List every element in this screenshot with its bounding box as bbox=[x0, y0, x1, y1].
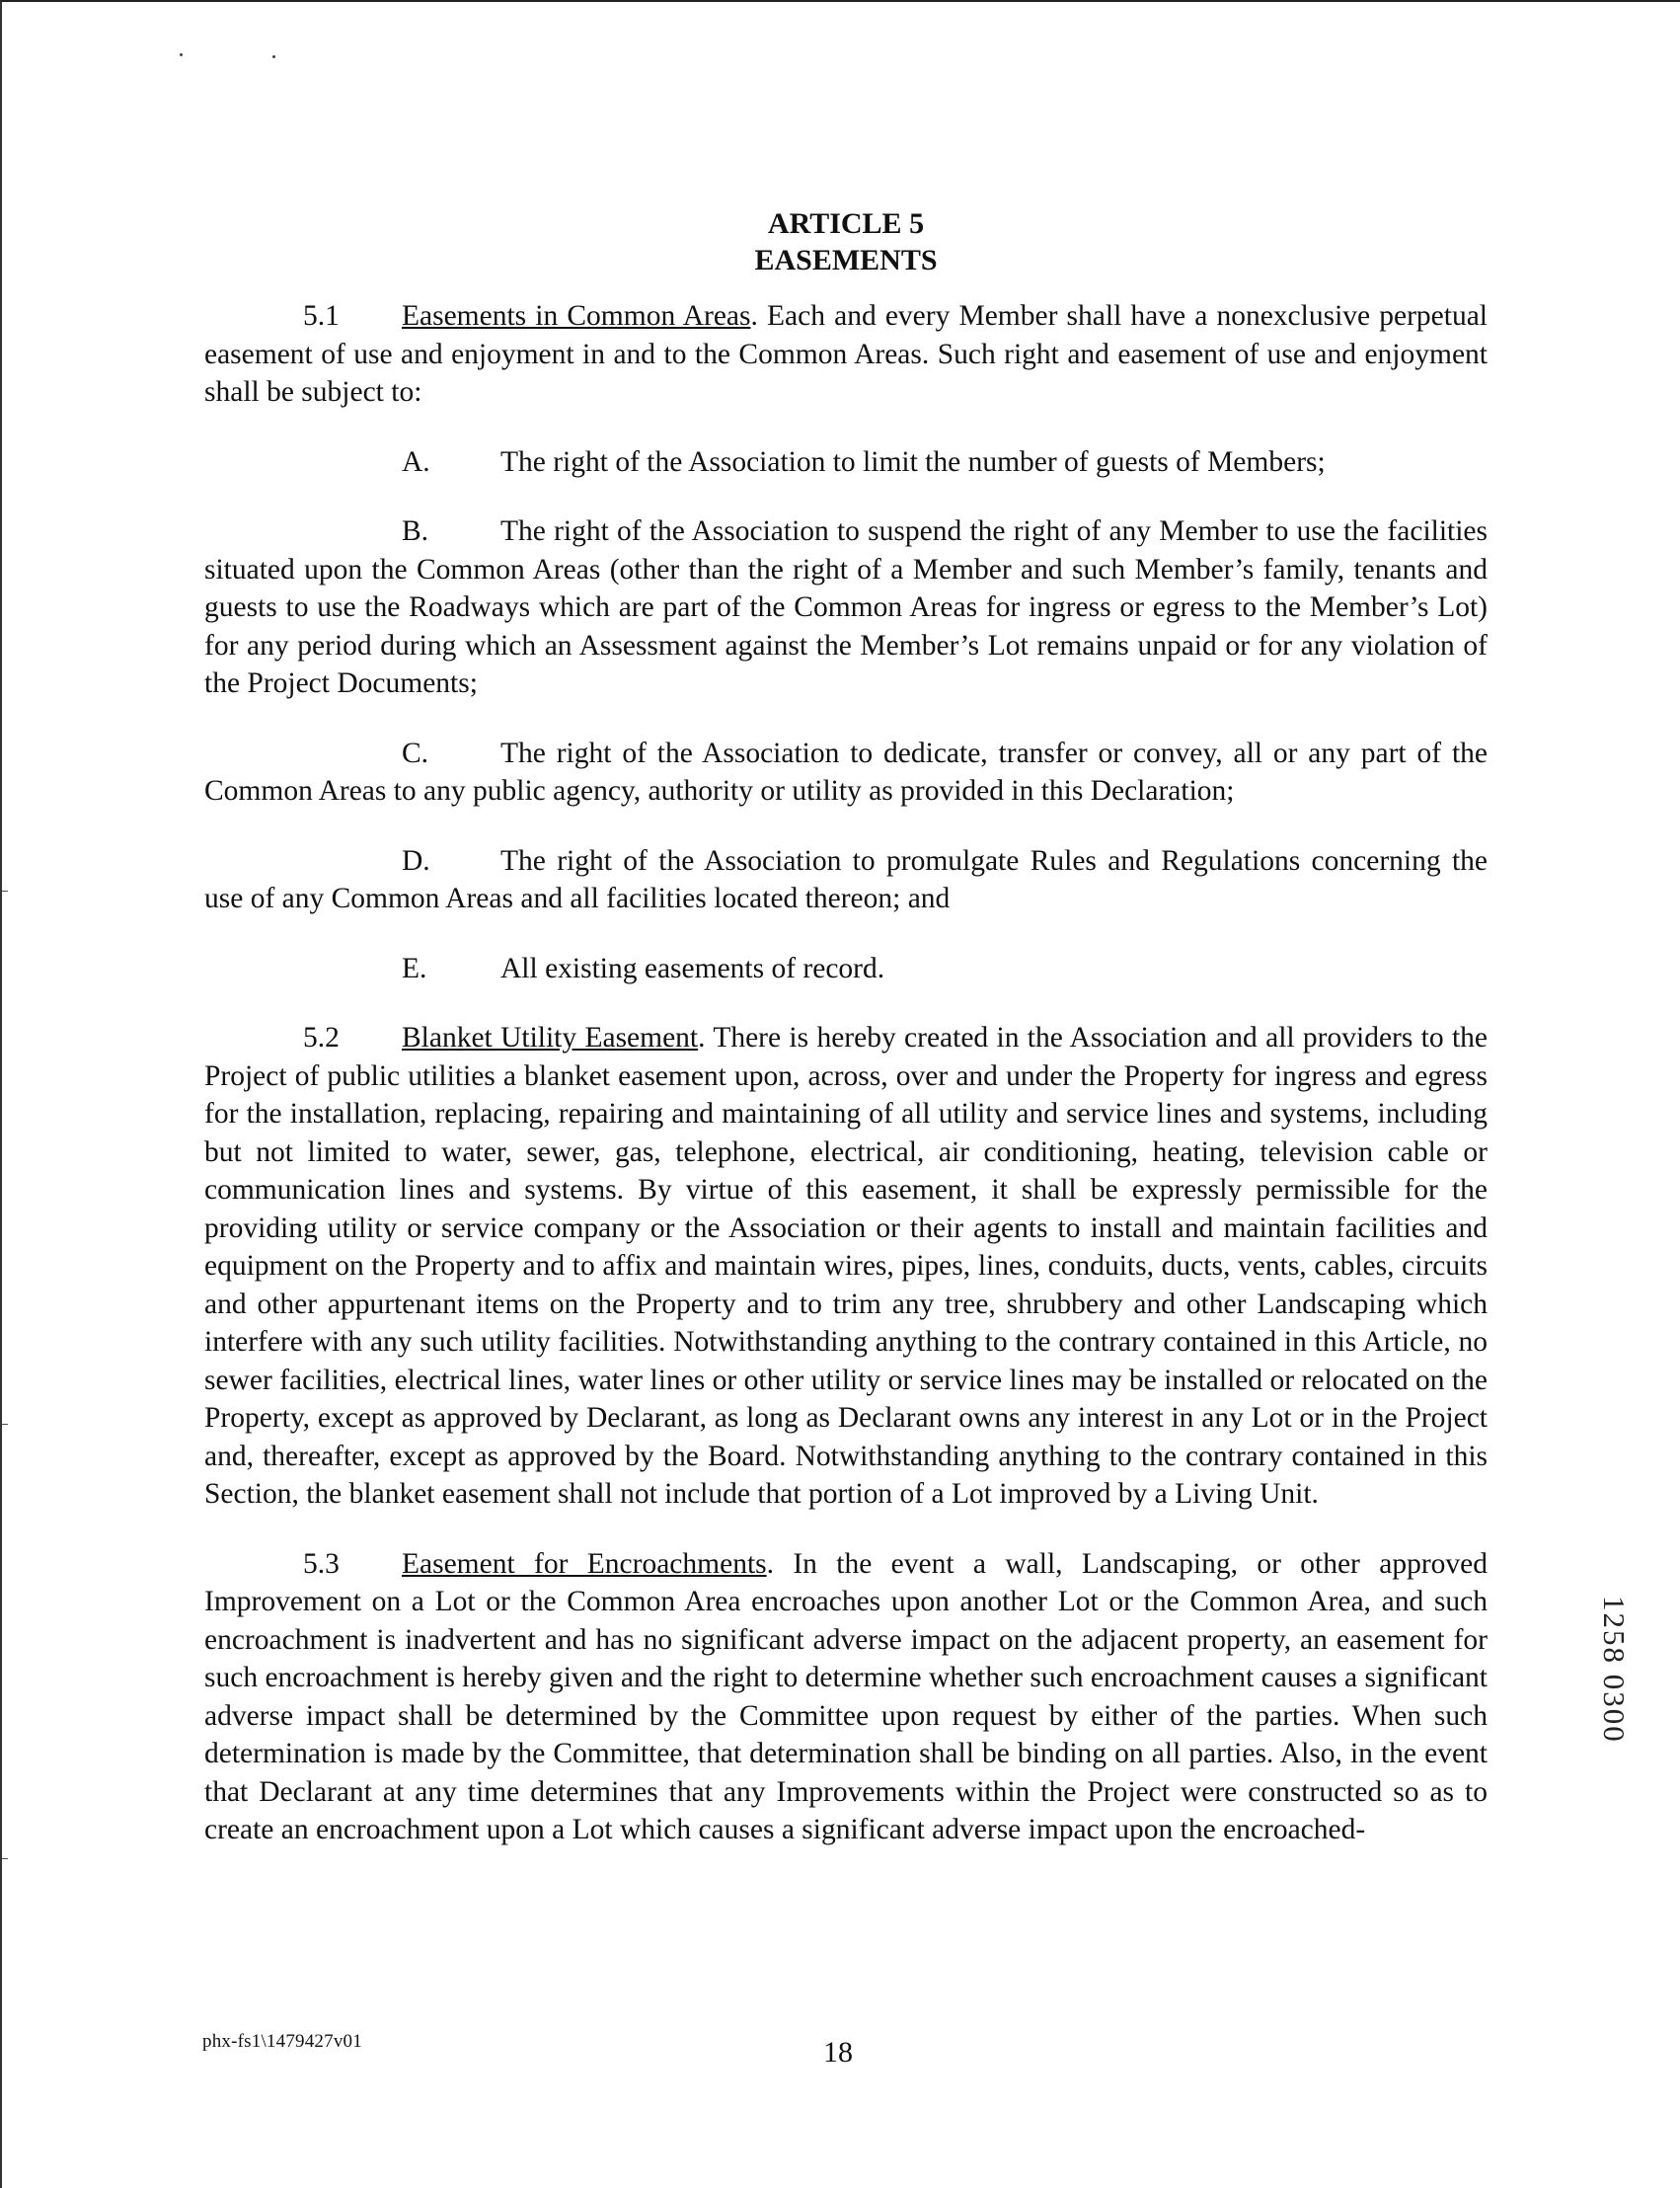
section-5-3 bbox=[204, 1545, 1488, 1849]
item-letter: C. bbox=[402, 737, 429, 769]
section-number: 5.2 bbox=[303, 1022, 340, 1054]
item-letter: D. bbox=[402, 844, 430, 877]
section-number: 5.3 bbox=[303, 1547, 340, 1580]
page-number: 18 bbox=[823, 2036, 853, 2069]
item-text: The right of the Association to promulgate Rules and Regulations concerning the use of any Common Areas and all facilities located thereon; and bbox=[204, 844, 1488, 914]
article-title: EASEMENTS bbox=[754, 244, 938, 276]
item-c bbox=[204, 735, 1488, 811]
item-text: The right of the Association to dedicate, transfer or convey, all or any part of the Common Areas to any public agency, authority or utility as provided in this Declaration; bbox=[204, 737, 1488, 807]
section-text: . In the event a wall, Landscaping, or other approved Improvement on a Lot or the Common Area encroaches upon another Lot or the Common Area, and such encroachment is inadvertent and has no significant adverse impact on the adjacent property, an easement for such encroachment is hereby given and the right to determine whether such encroachment causes a significant adverse impact shall be determined by the Committee upon request by either of the parties. When such determination is made by the Committee, that determination shall be binding on all parties. Also, in the event that Declarant at any time determines that any Improvements within the Project were constructed so as to create an encroachment upon a Lot which causes a significant adverse impact upon the encroached- bbox=[204, 1547, 1488, 1845]
section-5-2 bbox=[204, 1019, 1488, 1514]
recording-margin-code: 1258 0300 bbox=[1597, 1596, 1632, 1744]
item-b bbox=[204, 512, 1488, 703]
section-caption: Blanket Utility Easement bbox=[402, 1022, 699, 1054]
item-text: The right of the Association to limit the number of guests of Members; bbox=[500, 445, 1326, 478]
item-text: The right of the Association to suspend the right of any Member to use the facilities situated upon the Common Areas (other than the right of a Member and such Member’s family, tenants and guests to use the Roadways which are part of the Common Areas for ingress or egress to the Member’s Lot) for any period during which an Assessment against the Member’s Lot remains unpaid or for any violation of the Project Documents; bbox=[204, 515, 1488, 699]
document-id: phx-fs1\1479427v01 bbox=[202, 2031, 362, 2052]
item-text: All existing easements of record. bbox=[500, 952, 885, 984]
item-a bbox=[204, 443, 1488, 482]
item-letter: A. bbox=[402, 445, 430, 478]
item-letter: B. bbox=[402, 515, 429, 547]
article-number: ARTICLE 5 bbox=[767, 207, 925, 240]
section-5-1 bbox=[204, 297, 1488, 412]
item-d bbox=[204, 842, 1488, 918]
section-caption: Easement for Encroachments bbox=[402, 1547, 767, 1580]
body-column bbox=[204, 205, 1488, 1849]
section-text: . There is hereby created in the Association and all providers to the Project of public utilities a blanket easement upon, across, over and under the Property for ingress and egress for the installation, replacing, repairing and maintaining of all utility and service lines and systems, including but not limited to water, sewer, gas, telephone, electrical, air conditioning, heating, television cable or communication lines and systems. By virtue of this easement, it shall be expressly permissible for the providing utility or service company or the Association or their agents to install and maintain facilities and equipment on the Property and to affix and maintain wires, pipes, lines, conduits, ducts, vents, cables, circuits and other appurtenant items on the Property and to trim any tree, shrubbery and other Landscaping which interfere with any such utility facilities. Notwithstanding anything to the contrary contained in this Article, no sewer facilities, electrical lines, water lines or other utility or service lines may be installed or relocated on the Property, except as approved by Declarant, as long as Declarant owns any interest in any Lot or in the Project and, thereafter, except as approved by the Board. Notwithstanding anything to the contrary contained in this Section, the blanket easement shall not include that portion of a Lot improved by a Living Unit. bbox=[204, 1022, 1488, 1510]
section-caption: Easements in Common Areas bbox=[402, 300, 751, 332]
item-e bbox=[204, 950, 1488, 988]
section-number: 5.1 bbox=[303, 300, 340, 332]
item-letter: E. bbox=[402, 952, 427, 984]
section-text: . Each and every Member shall have a nonexclusive perpetual easement of use and enjoyment in and to the Common Areas. Such right and easement of use and enjoyment shall be subject to: bbox=[204, 300, 1488, 408]
